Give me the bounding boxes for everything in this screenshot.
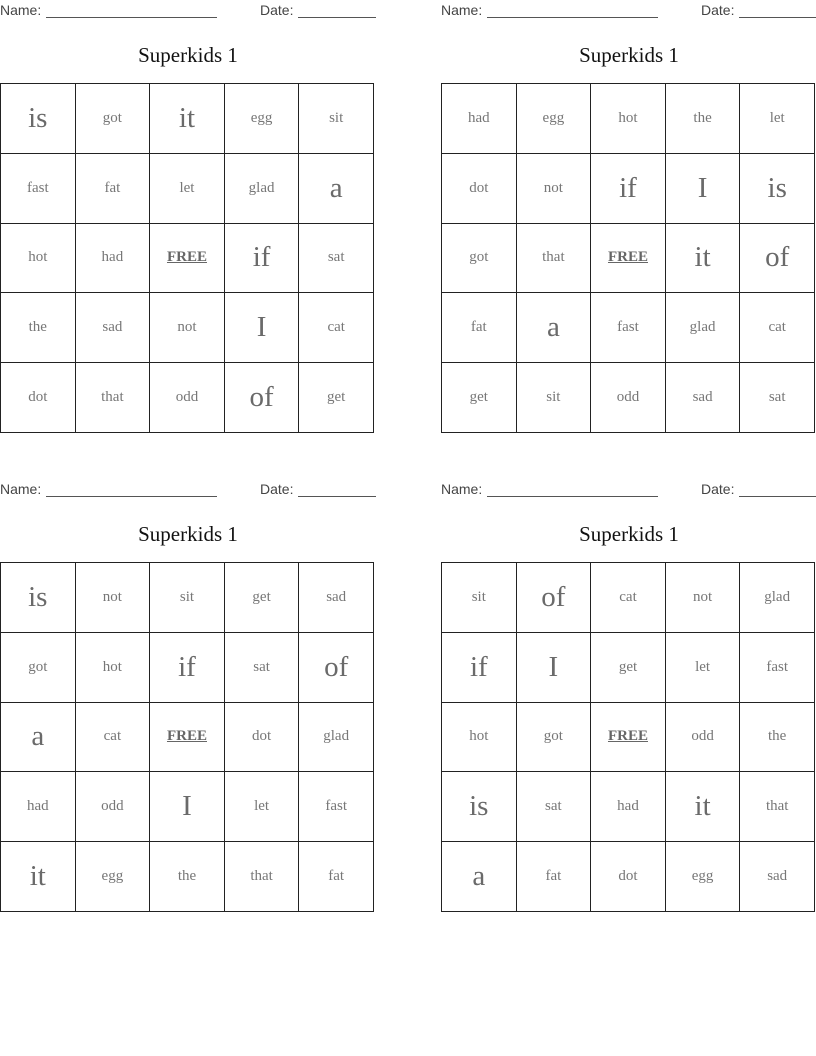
word-cell[interactable]: cat: [299, 293, 374, 363]
word-cell[interactable]: of: [225, 363, 300, 433]
word-cell[interactable]: of: [517, 563, 592, 633]
word-cell[interactable]: I: [666, 154, 741, 224]
word-cell[interactable]: not: [150, 293, 225, 363]
word-cell[interactable]: that: [225, 842, 300, 912]
word-cell[interactable]: sad: [299, 563, 374, 633]
word-cell[interactable]: sit: [150, 563, 225, 633]
word-cell[interactable]: is: [1, 563, 76, 633]
word-cell[interactable]: odd: [591, 363, 666, 433]
word-cell[interactable]: let: [666, 633, 741, 703]
word-cell[interactable]: sat: [740, 363, 815, 433]
date-blank-line[interactable]: [739, 17, 816, 18]
word-cell[interactable]: is: [1, 84, 76, 154]
date-blank-line[interactable]: [298, 496, 376, 497]
word-cell[interactable]: hot: [76, 633, 151, 703]
bingo-card: [0, 479, 376, 893]
word-cell[interactable]: sit: [442, 563, 517, 633]
word-cell[interactable]: of: [740, 224, 815, 294]
card-title: Superkids 1: [138, 522, 238, 546]
word-cell[interactable]: egg: [76, 842, 151, 912]
word-cell[interactable]: fast: [299, 772, 374, 842]
word-cell[interactable]: sit: [299, 84, 374, 154]
bingo-card: [441, 479, 816, 893]
name-label: Name:: [0, 481, 42, 497]
card-title: Superkids 1: [579, 43, 679, 67]
word-cell[interactable]: the: [740, 703, 815, 773]
word-cell[interactable]: fat: [76, 154, 151, 224]
word-cell[interactable]: sat: [299, 224, 374, 294]
free-space-cell[interactable]: FREE: [150, 703, 225, 773]
bingo-grid: [441, 83, 815, 433]
word-cell[interactable]: glad: [225, 154, 300, 224]
name-date-header: [441, 479, 816, 499]
word-cell[interactable]: a: [517, 293, 592, 363]
word-cell[interactable]: hot: [1, 224, 76, 294]
word-cell[interactable]: fat: [442, 293, 517, 363]
word-cell[interactable]: I: [150, 772, 225, 842]
word-cell[interactable]: fat: [517, 842, 592, 912]
word-cell[interactable]: if: [150, 633, 225, 703]
word-cell[interactable]: if: [225, 224, 300, 294]
word-cell[interactable]: it: [666, 224, 741, 294]
word-cell[interactable]: got: [442, 224, 517, 294]
word-cell[interactable]: not: [76, 563, 151, 633]
word-cell[interactable]: get: [442, 363, 517, 433]
name-blank-line[interactable]: [487, 496, 658, 497]
word-cell[interactable]: it: [1, 842, 76, 912]
word-cell[interactable]: sit: [517, 363, 592, 433]
date-blank-line[interactable]: [298, 17, 376, 18]
word-cell[interactable]: a: [299, 154, 374, 224]
word-cell[interactable]: got: [76, 84, 151, 154]
word-cell[interactable]: if: [591, 154, 666, 224]
word-cell[interactable]: egg: [666, 842, 741, 912]
free-space-cell[interactable]: FREE: [591, 224, 666, 294]
word-cell[interactable]: glad: [740, 563, 815, 633]
word-cell[interactable]: sat: [517, 772, 592, 842]
date-blank-line[interactable]: [739, 496, 816, 497]
word-cell[interactable]: let: [225, 772, 300, 842]
word-cell[interactable]: odd: [150, 363, 225, 433]
word-cell[interactable]: fast: [740, 633, 815, 703]
word-cell[interactable]: sad: [666, 363, 741, 433]
word-cell[interactable]: of: [299, 633, 374, 703]
word-cell[interactable]: odd: [666, 703, 741, 773]
word-cell[interactable]: is: [442, 772, 517, 842]
word-cell[interactable]: dot: [225, 703, 300, 773]
date-label: Date:: [260, 481, 294, 497]
name-date-header: [441, 0, 816, 20]
bingo-grid: [0, 83, 374, 433]
word-cell[interactable]: a: [1, 703, 76, 773]
word-cell[interactable]: it: [150, 84, 225, 154]
bingo-grid: [0, 562, 374, 912]
word-cell[interactable]: that: [740, 772, 815, 842]
name-label: Name:: [441, 481, 483, 497]
name-blank-line[interactable]: [46, 496, 217, 497]
word-cell[interactable]: dot: [1, 363, 76, 433]
bingo-card: [441, 0, 816, 406]
word-cell[interactable]: fast: [591, 293, 666, 363]
name-date-header: [0, 479, 376, 499]
word-cell[interactable]: fast: [1, 154, 76, 224]
name-label: Name:: [0, 2, 42, 18]
word-cell[interactable]: cat: [591, 563, 666, 633]
card-title: Superkids 1: [579, 522, 679, 546]
word-cell[interactable]: get: [299, 363, 374, 433]
name-date-header: [0, 0, 376, 20]
word-cell[interactable]: glad: [666, 293, 741, 363]
word-cell[interactable]: got: [517, 703, 592, 773]
word-cell[interactable]: the: [150, 842, 225, 912]
free-space-cell[interactable]: FREE: [150, 224, 225, 294]
word-cell[interactable]: sad: [76, 293, 151, 363]
word-cell[interactable]: fat: [299, 842, 374, 912]
word-cell[interactable]: sat: [225, 633, 300, 703]
word-cell[interactable]: hot: [442, 703, 517, 773]
word-cell[interactable]: had: [1, 772, 76, 842]
word-cell[interactable]: had: [591, 772, 666, 842]
word-cell[interactable]: hot: [591, 84, 666, 154]
word-cell[interactable]: got: [1, 633, 76, 703]
name-label: Name:: [441, 2, 483, 18]
free-space-cell[interactable]: FREE: [591, 703, 666, 773]
date-label: Date:: [701, 2, 735, 18]
word-cell[interactable]: egg: [517, 84, 592, 154]
word-cell[interactable]: let: [740, 84, 815, 154]
word-cell[interactable]: a: [442, 842, 517, 912]
word-cell[interactable]: cat: [76, 703, 151, 773]
word-cell[interactable]: sad: [740, 842, 815, 912]
word-cell[interactable]: glad: [299, 703, 374, 773]
word-cell[interactable]: not: [666, 563, 741, 633]
word-cell[interactable]: get: [225, 563, 300, 633]
card-title: Superkids 1: [138, 43, 238, 67]
word-cell[interactable]: it: [666, 772, 741, 842]
bingo-grid: [441, 562, 815, 912]
word-cell[interactable]: that: [76, 363, 151, 433]
word-cell[interactable]: the: [666, 84, 741, 154]
name-blank-line[interactable]: [487, 17, 658, 18]
word-cell[interactable]: I: [517, 633, 592, 703]
word-cell[interactable]: dot: [442, 154, 517, 224]
word-cell[interactable]: cat: [740, 293, 815, 363]
word-cell[interactable]: had: [442, 84, 517, 154]
word-cell[interactable]: the: [1, 293, 76, 363]
word-cell[interactable]: that: [517, 224, 592, 294]
word-cell[interactable]: get: [591, 633, 666, 703]
word-cell[interactable]: odd: [76, 772, 151, 842]
word-cell[interactable]: not: [517, 154, 592, 224]
date-label: Date:: [260, 2, 294, 18]
word-cell[interactable]: is: [740, 154, 815, 224]
date-label: Date:: [701, 481, 735, 497]
word-cell[interactable]: had: [76, 224, 151, 294]
bingo-card: [0, 0, 376, 414]
word-cell[interactable]: if: [442, 633, 517, 703]
word-cell[interactable]: dot: [591, 842, 666, 912]
word-cell[interactable]: egg: [225, 84, 300, 154]
word-cell[interactable]: I: [225, 293, 300, 363]
word-cell[interactable]: let: [150, 154, 225, 224]
name-blank-line[interactable]: [46, 17, 217, 18]
